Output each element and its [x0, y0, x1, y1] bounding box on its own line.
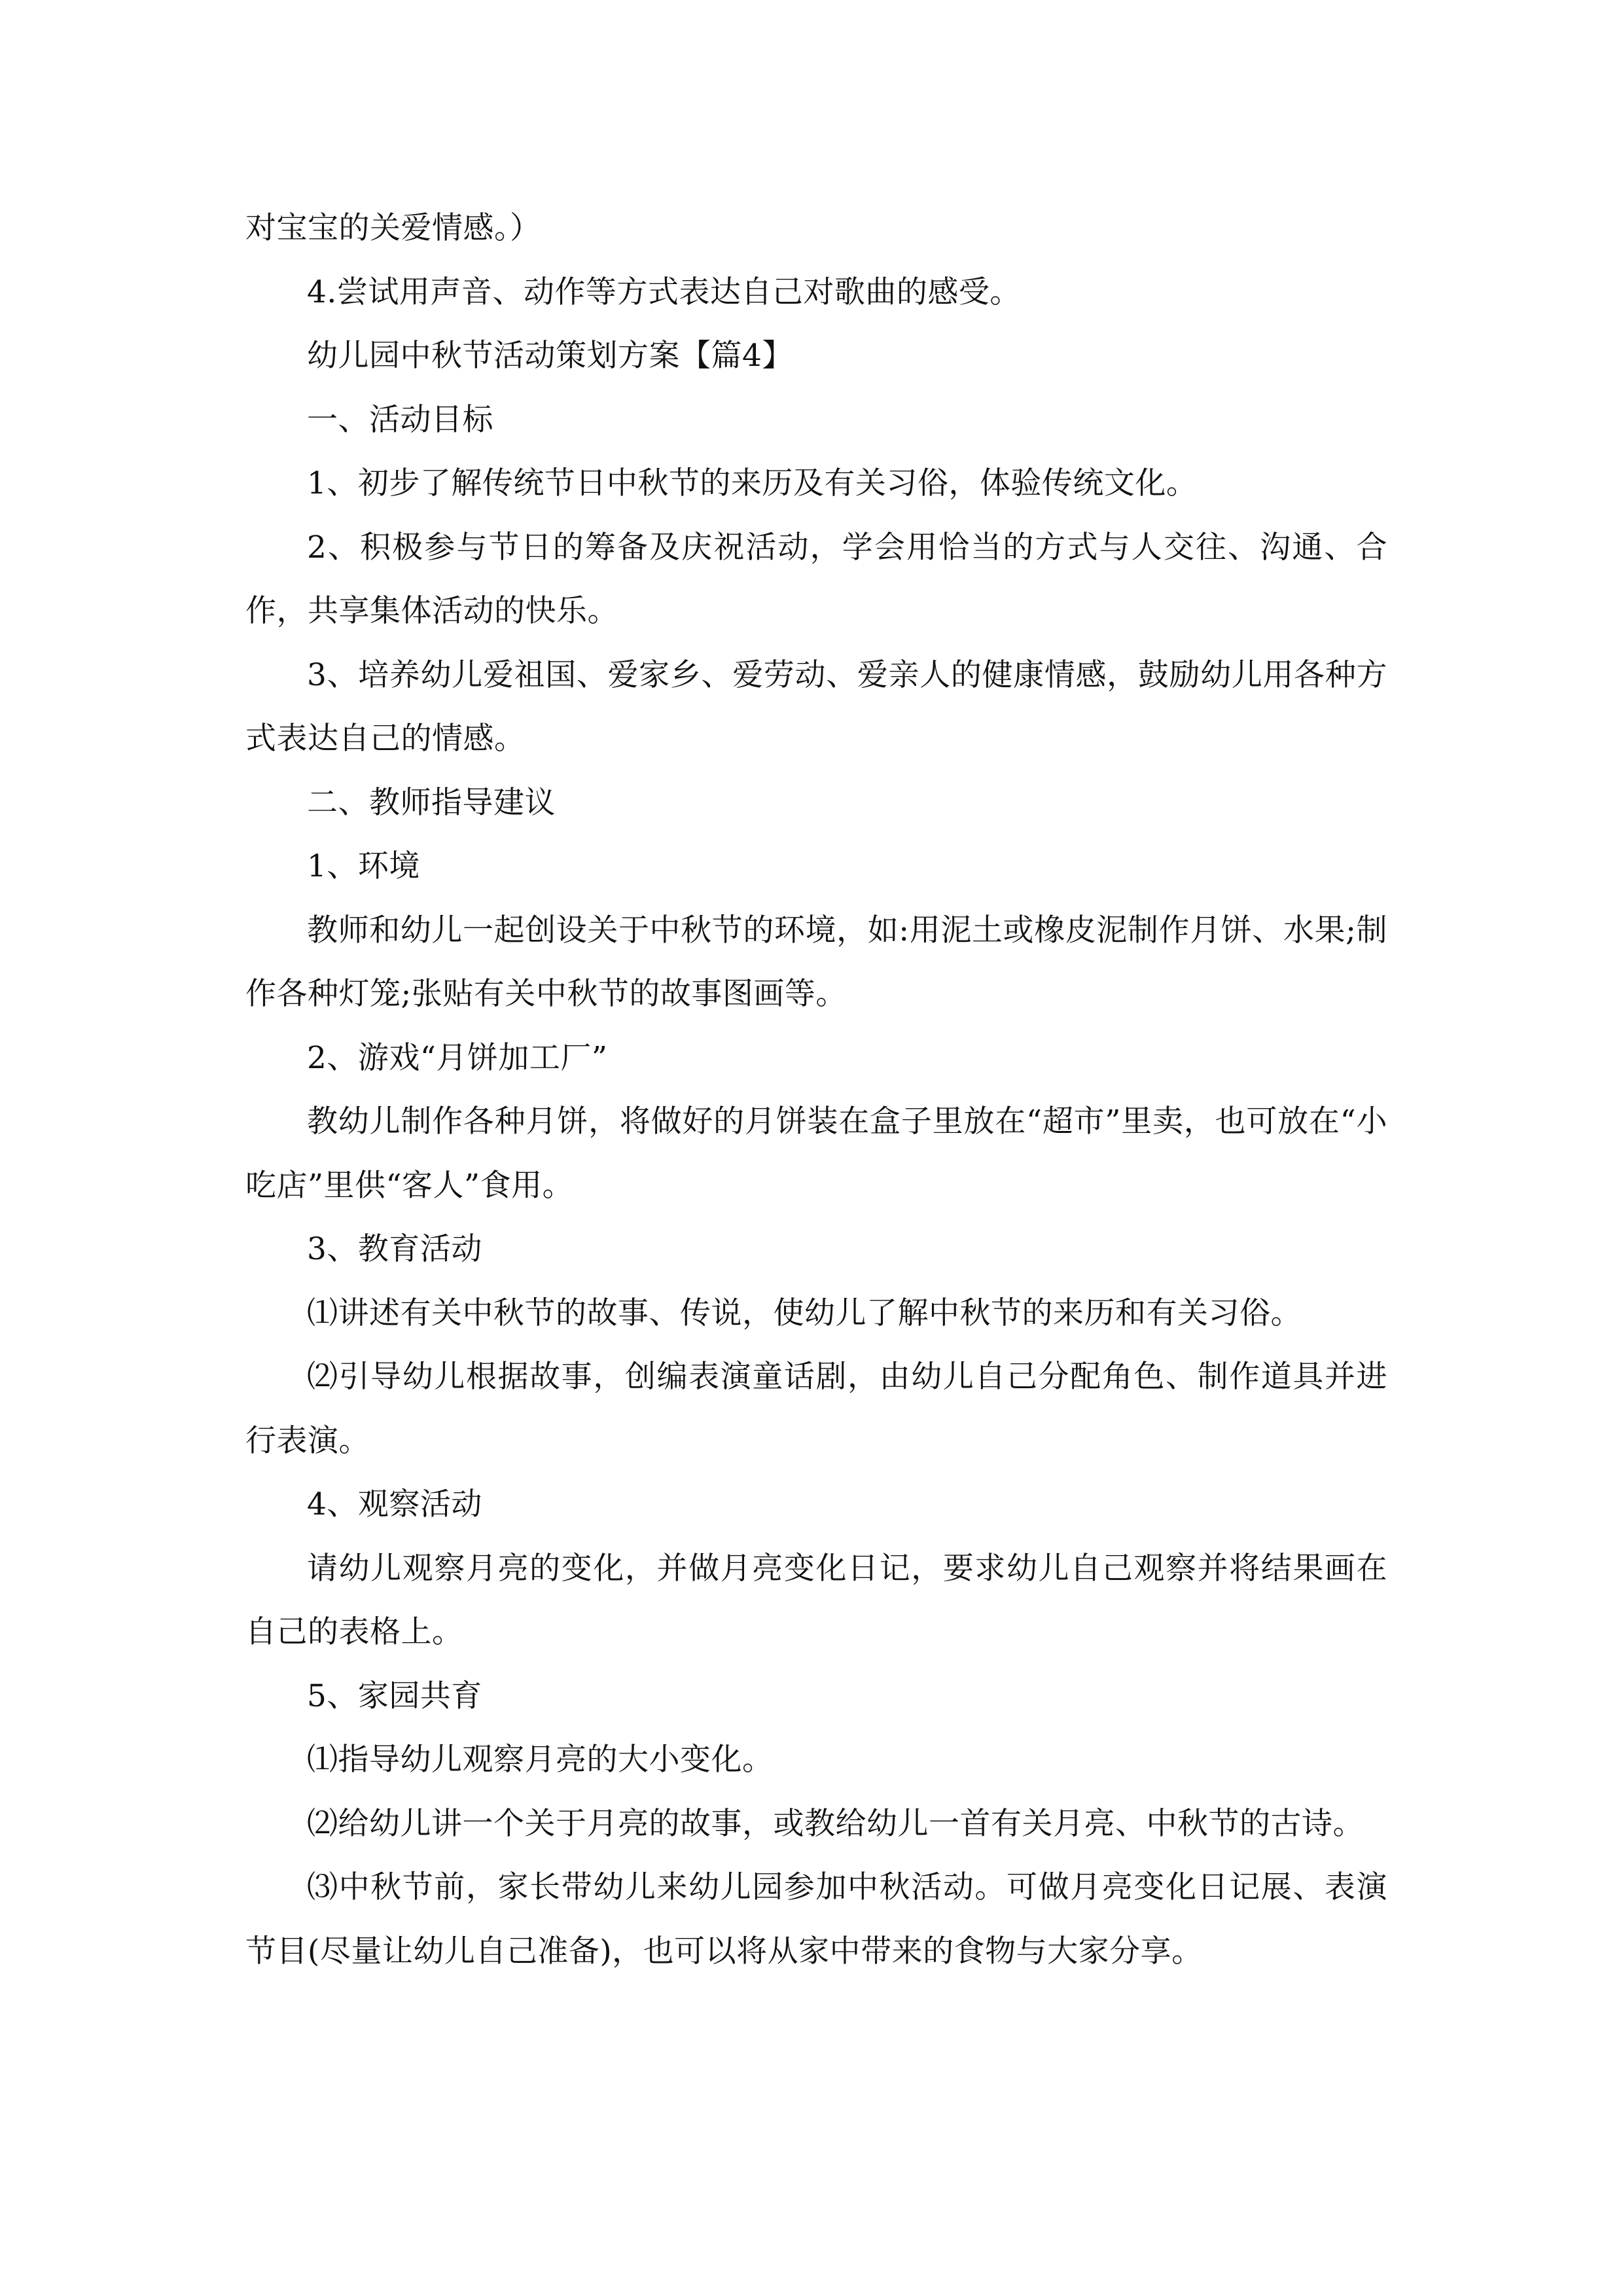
- document-body: [245, 196, 1387, 1983]
- subheading-game: 2、游戏“月饼加工厂”: [307, 1039, 608, 1076]
- paragraph-home-school-1: ⑴指导幼儿观察月亮的大小变化。: [307, 1742, 774, 1778]
- subheading-environment: 1、环境: [307, 848, 420, 884]
- paragraph-goal-1: 1、初步了解传统节日中秋节的来历及有关习俗，体验传统文化。: [307, 465, 1198, 501]
- paragraph-observation: 请幼儿观察月亮的变化，并做月亮变化日记，要求幼儿自己观察并将结果画在自己的表格上。: [245, 1550, 1387, 1650]
- paragraph-education-2: ⑵引导幼儿根据故事，创编表演童话剧，由幼儿自己分配角色、制作道具并进行表演。: [245, 1359, 1387, 1459]
- paragraph-education-1: ⑴讲述有关中秋节的故事、传说，使幼儿了解中秋节的来历和有关习俗。: [307, 1295, 1302, 1331]
- paragraph-environment: 教师和幼儿一起创设关于中秋节的环境，如:用泥土或橡皮泥制作月饼、水果;制作各种灯笼;张贴有关中秋节的故事图画等。: [245, 912, 1387, 1012]
- paragraph-goal-3: 3、培养幼儿爱祖国、爱家乡、爱劳动、爱亲人的健康情感，鼓励幼儿用各种方式表达自己的情感。: [245, 656, 1387, 757]
- subheading-education: 3、教育活动: [307, 1231, 482, 1267]
- subheading-observation: 4、观察活动: [307, 1486, 482, 1522]
- paragraph-goal-4: 4.尝试用声音、动作等方式表达自己对歌曲的感受。: [307, 274, 1021, 310]
- section-title: 幼儿园中秋节活动策划方案【篇4】: [307, 338, 793, 374]
- heading-teacher-guidance: 二、教师指导建议: [307, 784, 556, 821]
- paragraph-game: 教幼儿制作各种月饼，将做好的月饼装在盒子里放在“超市”里卖，也可放在“小吃店”里供“客人”食用。: [245, 1103, 1387, 1204]
- heading-activity-goals: 一、活动目标: [307, 401, 493, 438]
- paragraph-home-school-2: ⑵给幼儿讲一个关于月亮的故事，或教给幼儿一首有关月亮、中秋节的古诗。: [307, 1805, 1364, 1842]
- paragraph-home-school-3: ⑶中秋节前，家长带幼儿来幼儿园参加中秋活动。可做月亮变化日记展、表演节目(尽量让幼儿自己准备)，也可以将从家中带来的食物与大家分享。: [245, 1869, 1387, 1969]
- paragraph-goal-2: 2、积极参与节日的筹备及庆祝活动，学会用恰当的方式与人交往、沟通、合作，共享集体活动的快乐。: [245, 529, 1387, 629]
- paragraph-continuation: 对宝宝的关爱情感。）: [245, 210, 541, 246]
- subheading-home-school: 5、家园共育: [307, 1677, 482, 1714]
